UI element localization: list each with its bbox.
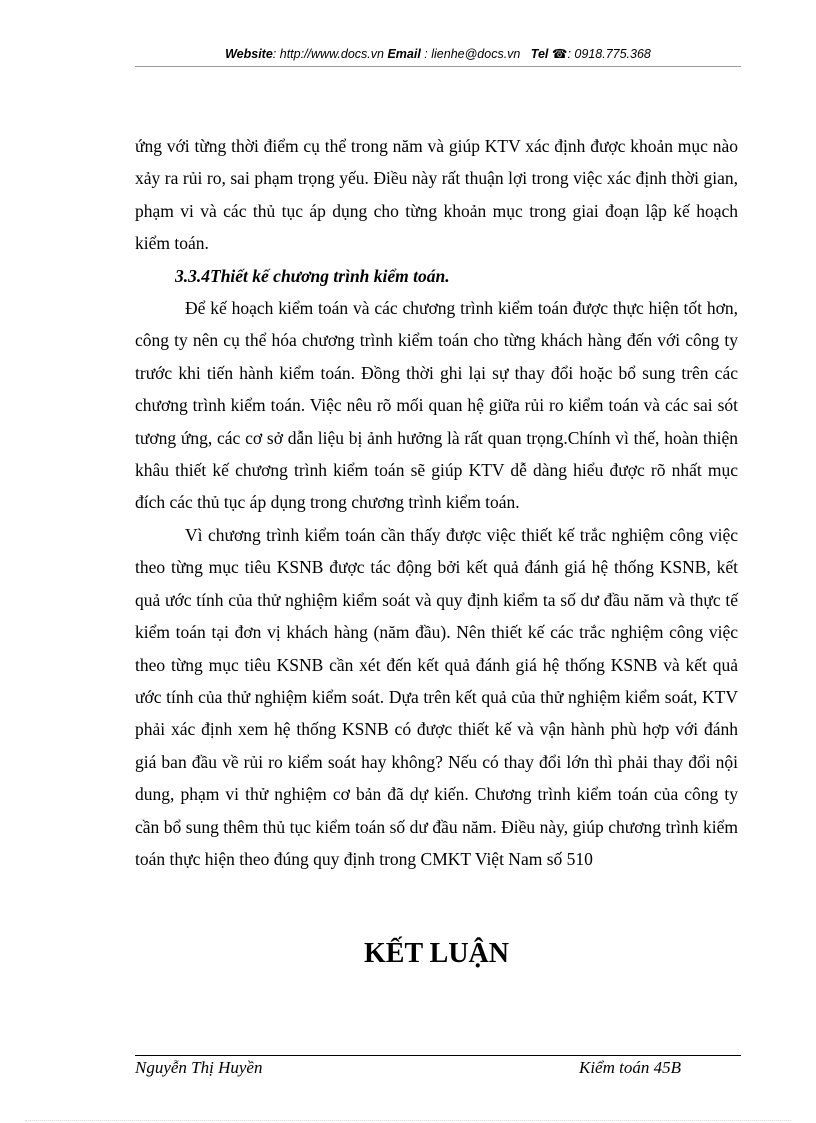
footer-divider (135, 1055, 741, 1056)
paragraph-ksnb-testing: Vì chương trình kiểm toán cần thấy được việc thiết kế trắc nghiệm công việc theo từng mục tiêu KSNB được tác động bởi kết quả đánh giá hệ thống KSNB, kết quả ước tính của thử nghiệm kiểm soát và quy định kiểm ta số dư đầu năm và thực tế kiểm toán tại đơn vị khách hàng (năm đầu). Nên thiết kế các trắc nghiệm công việc theo từng mục tiêu KSNB cần xét đến kết quả đánh giá hệ thống KSNB và kết quả ước tính của thử nghiệm kiểm soát. Dựa trên kết quả của thử nghiệm kiểm soát, KTV phải xác định xem hệ thống KSNB có được thiết kế và vận hành phù hợp với đánh giá ban đầu về rủi ro kiểm soát hay không? Nếu có thay đổi lớn thì phải thay đổi nội dung, phạm vi thử nghiệm cơ bản đã dự kiến. Chương trình kiểm toán của công ty cần bổ sung thêm thủ tục kiểm toán số dư đầu năm. Điều này, giúp chương trình kiểm toán thực hiện theo đúng quy định trong CMKT Việt Nam số 510 (135, 524, 738, 869)
page-header (135, 46, 741, 61)
header-divider (135, 66, 741, 67)
website-label: Website (225, 47, 273, 61)
document-body (135, 130, 738, 875)
paragraph-continuation: ứng với từng thời điểm cụ thể trong năm và giúp KTV xác định được khoản mục nào xảy ra rủi ro, sai phạm trọng yếu. Điều này rất thuận lợi trong việc xác định thời gian, phạm vi và các thủ tục áp dụng cho từng khoản mục trong giai đoạn lập kế hoạch kiểm toán. (135, 136, 738, 254)
conclusion-title: KẾT LUẬN (364, 938, 509, 969)
footer-class: Kiểm toán 45B (579, 1058, 681, 1077)
tel-label: Tel (530, 47, 549, 61)
phone-icon: ☎ (551, 47, 568, 61)
email-address: : lienhe@docs.vn (424, 47, 521, 61)
section-heading: 3.3.4Thiết kế chương trình kiểm toán. (175, 265, 450, 286)
website-url: : http://www.docs.vn (272, 47, 384, 61)
footer-author: Nguyễn Thị Huyền (135, 1058, 263, 1077)
paragraph-program-design: Để kế hoạch kiểm toán và các chương trình kiểm toán được thực hiện tốt hơn, công ty nên cụ thể hóa chương trình kiểm toán cho từng khách hàng đến với công ty trước khi tiến hành kiểm toán. Đồng thời ghi lại sự thay đổi hoặc bổ sung trên các chương trình kiểm toán. Việc nêu rõ mối quan hệ giữa rủi ro kiểm toán và các sai sót tương ứng, các cơ sở dẫn liệu bị ảnh hưởng là rất quan trọng.Chính vì thế, hoàn thiện khâu thiết kế chương trình kiểm toán sẽ giúp KTV dễ dàng hiểu được rõ nhất mục đích các thủ tục áp dụng trong chương trình kiểm toán. (135, 298, 738, 513)
email-label: Email (387, 47, 421, 61)
page-bottom-edge (25, 1120, 791, 1121)
tel-number: : 0918.775.368 (567, 47, 651, 61)
